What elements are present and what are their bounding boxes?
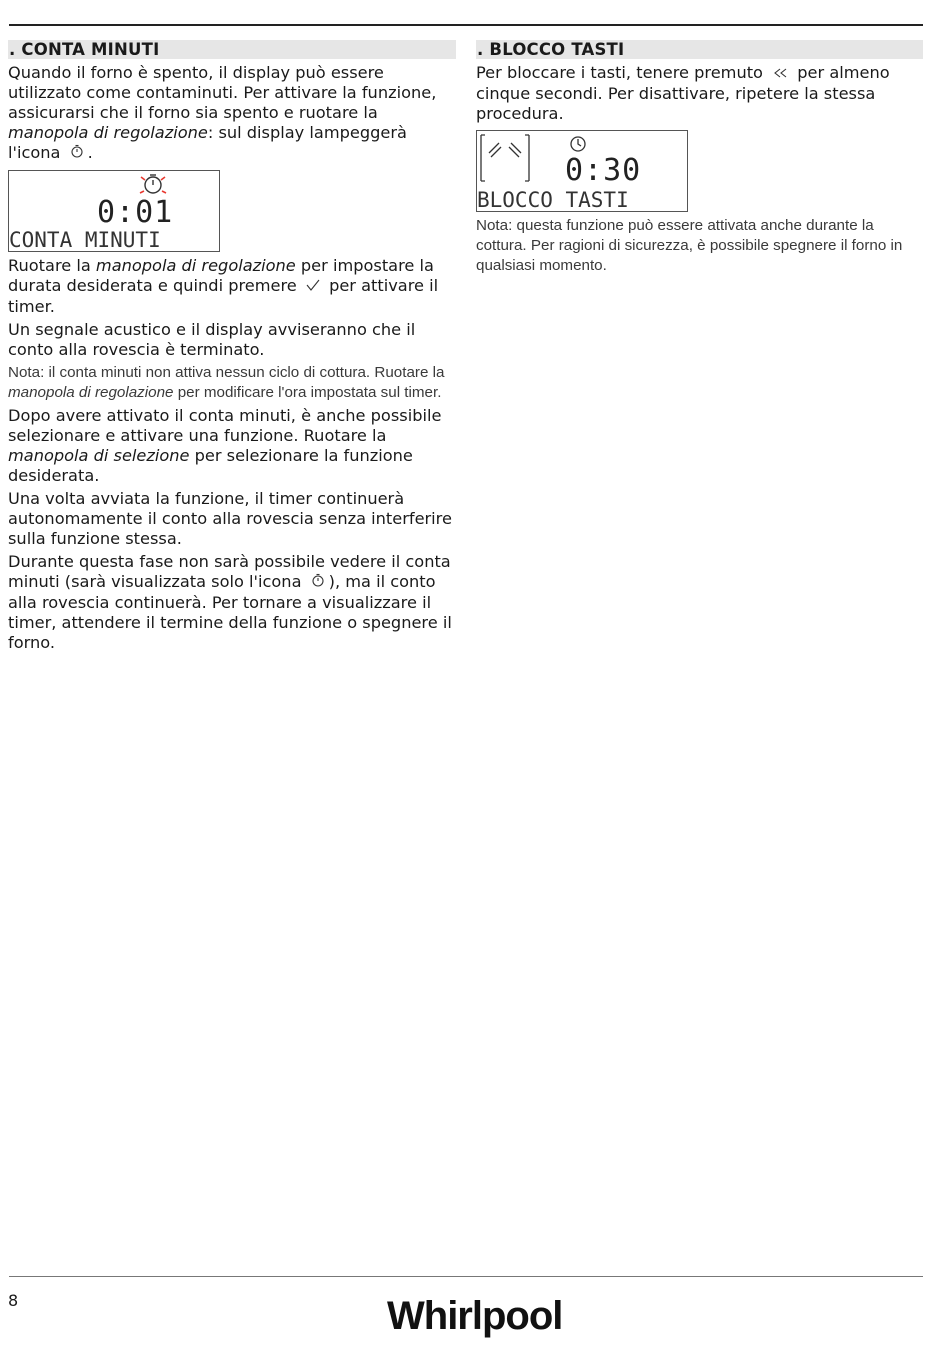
text: Durante questa fase non sarà possibile vedere il conta minuti (sarà visualizzata solo l'icona (8, 552, 451, 591)
paragraph (8, 406, 456, 486)
note (8, 363, 456, 403)
text: Per bloccare i tasti, tenere premuto (476, 63, 763, 82)
display-digits: 0:01 (97, 195, 174, 230)
italic-text: manopola di selezione (8, 446, 190, 465)
text: per selezionare la funzione desiderata. (8, 446, 413, 485)
bottom-rule (9, 1276, 923, 1277)
paragraph (476, 63, 923, 124)
timer-icon (70, 144, 84, 164)
italic-text: manopola di regolazione (8, 123, 208, 142)
paragraph: Una volta avviata la funzione, il timer continuerà autonomamente il conto alla rovescia senza interferire sulla funzione stessa. (8, 489, 452, 548)
italic-text: manopola di regolazione (8, 384, 174, 401)
paragraph (8, 552, 456, 653)
text: Dopo avere attivato il conta minuti, è anche possibile selezionare e attivare una funzione. Ruotare la (8, 406, 442, 445)
text: Quando il forno è spento, il display può essere utilizzato come contaminuti. Per attivare la funzione, assicurarsi che il forno sia spento e ruotare la (8, 63, 437, 122)
text: . (87, 143, 93, 162)
steam-icon (479, 133, 531, 183)
lcd-display-lock (476, 130, 688, 212)
display-digits: 0:30 (565, 153, 642, 188)
text: per impostare la durata desiderata e quindi premere (8, 256, 434, 295)
page-number: 8 (8, 1291, 19, 1310)
section-blocco-tasti (476, 40, 923, 279)
italic-text: manopola di regolazione (95, 256, 296, 275)
text: : sul display lampeggerà l'icona (8, 123, 407, 162)
section-conta-minuti (8, 40, 456, 656)
section-title: . BLOCCO TASTI (476, 40, 923, 59)
text: Ruotare la (8, 256, 96, 275)
text: ), ma il conto alla rovescia continuerà. Per tornare a visualizzare il timer, attendere il termine della funzione o spegnere il forno. (8, 572, 452, 652)
display-text: BLOCCO TASTI (477, 188, 629, 212)
check-icon (306, 277, 320, 297)
paragraph: Un segnale acustico e il display avviseranno che il conto alla rovescia è terminato. (8, 320, 416, 359)
paragraph (8, 256, 456, 317)
text: per attivare il timer. (8, 276, 439, 316)
timer-icon (311, 573, 325, 593)
back-arrows-icon (772, 64, 788, 84)
text: Nota: il conta minuti non attiva nessun ciclo di cottura. Ruotare la (8, 364, 445, 381)
display-text: CONTA MINUTI (9, 228, 161, 252)
clock-icon (569, 135, 587, 153)
note: Nota: questa funzione può essere attivata anche durante la cottura. Per ragioni di sicurezza, è possibile spegnere il forno in qualsiasi momento. (476, 217, 903, 274)
text: per almeno cinque secondi. Per disattivare, ripetere la stessa procedura. (476, 63, 890, 123)
top-rule (9, 24, 923, 26)
brand-logo: Whirlpool (387, 1294, 563, 1338)
paragraph (8, 63, 456, 164)
lcd-display-timer (8, 170, 220, 252)
section-title: . CONTA MINUTI (8, 40, 456, 59)
text: per modificare l'ora impostata sul timer. (173, 384, 442, 401)
